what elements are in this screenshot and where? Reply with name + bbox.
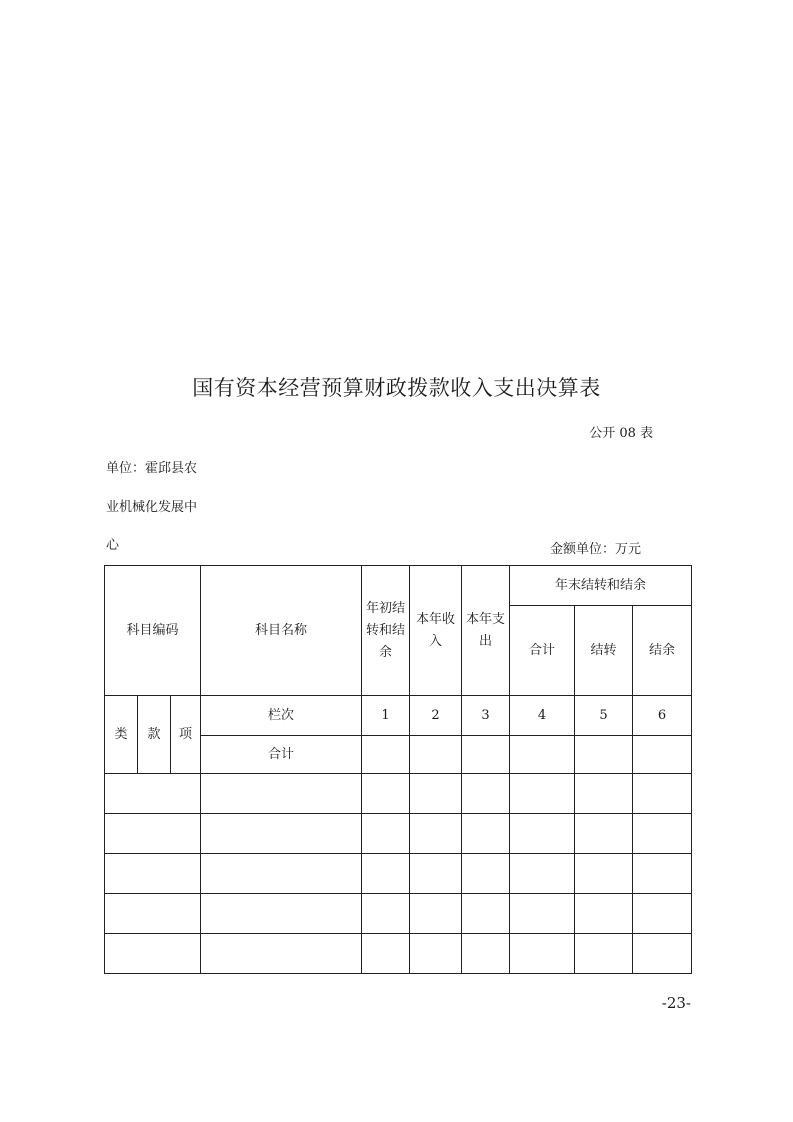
table-cell xyxy=(462,854,510,894)
header-expense-label: 本年支出 xyxy=(465,611,505,649)
table-cell xyxy=(575,774,633,814)
table-row xyxy=(105,774,692,814)
table-cell xyxy=(575,814,633,854)
column-number: 1 xyxy=(362,696,410,736)
table-cell xyxy=(462,934,510,974)
table-cell xyxy=(633,934,692,974)
table-cell xyxy=(575,894,633,934)
table-cell xyxy=(410,736,462,774)
header-xiang: 项 xyxy=(171,696,201,774)
table-cell xyxy=(105,814,201,854)
table-cell xyxy=(510,814,575,854)
table-cell xyxy=(410,854,462,894)
table-cell xyxy=(510,894,575,934)
header-begin-balance xyxy=(362,566,410,696)
table-cell xyxy=(362,934,410,974)
table-row xyxy=(105,934,692,974)
header-subject-name: 科目名称 xyxy=(201,566,362,696)
table-cell xyxy=(510,736,575,774)
table-cell xyxy=(362,814,410,854)
table-cell xyxy=(633,774,692,814)
table-cell xyxy=(201,814,362,854)
table-cell xyxy=(410,934,462,974)
table-cell xyxy=(105,854,201,894)
unit-label-line-3: 心 xyxy=(106,538,120,553)
table-cell xyxy=(633,736,692,774)
unit-label-line-2: 业机械化发展中 xyxy=(106,500,198,515)
table-cell xyxy=(633,814,692,854)
table-cell xyxy=(105,774,201,814)
header-income-label: 本年收入 xyxy=(415,611,455,649)
column-row-label: 栏次 xyxy=(201,696,362,736)
amount-unit-label: 金额单位：万元 xyxy=(550,542,642,557)
table-cell xyxy=(510,934,575,974)
column-number: 3 xyxy=(462,696,510,736)
table-cell xyxy=(462,774,510,814)
table-cell xyxy=(575,854,633,894)
table-cell xyxy=(201,934,362,974)
table-cell xyxy=(510,854,575,894)
table-cell xyxy=(362,736,410,774)
header-expense xyxy=(462,566,510,696)
table-cell xyxy=(201,894,362,934)
page-title: 国有资本经营预算财政拨款收入支出决算表 xyxy=(192,376,601,400)
total-row-label: 合计 xyxy=(201,736,362,774)
table-cell xyxy=(362,774,410,814)
table-row xyxy=(105,814,692,854)
form-code: 公开 08 表 xyxy=(589,426,653,441)
column-number: 2 xyxy=(410,696,462,736)
table-cell xyxy=(510,774,575,814)
table-cell xyxy=(575,934,633,974)
header-kuan: 款 xyxy=(138,696,171,774)
header-end-carryover: 结转 xyxy=(575,606,633,696)
header-end-balance: 年末结转和结余 xyxy=(510,566,692,606)
table-cell xyxy=(410,814,462,854)
page-number: -23- xyxy=(661,994,691,1012)
table-cell xyxy=(410,774,462,814)
table-row xyxy=(105,854,692,894)
table-cell xyxy=(201,774,362,814)
table-cell xyxy=(201,854,362,894)
table-cell xyxy=(105,894,201,934)
table-cell xyxy=(462,736,510,774)
table-cell xyxy=(633,854,692,894)
column-number: 5 xyxy=(575,696,633,736)
column-number: 6 xyxy=(633,696,692,736)
budget-table xyxy=(104,565,692,974)
header-subject-code: 科目编码 xyxy=(105,566,201,696)
unit-label-line-1: 单位：霍邱县农 xyxy=(106,461,198,476)
header-income xyxy=(410,566,462,696)
table-cell xyxy=(362,854,410,894)
table-row xyxy=(105,894,692,934)
table-cell xyxy=(362,894,410,934)
table-cell xyxy=(462,814,510,854)
table-cell xyxy=(105,934,201,974)
table-cell xyxy=(462,894,510,934)
column-number: 4 xyxy=(510,696,575,736)
table-cell xyxy=(575,736,633,774)
header-end-total: 合计 xyxy=(510,606,575,696)
table-cell xyxy=(633,894,692,934)
header-begin-balance-label: 年初结转和结余 xyxy=(365,600,405,660)
table-cell xyxy=(410,894,462,934)
header-end-surplus: 结余 xyxy=(633,606,692,696)
header-lei: 类 xyxy=(105,696,138,774)
